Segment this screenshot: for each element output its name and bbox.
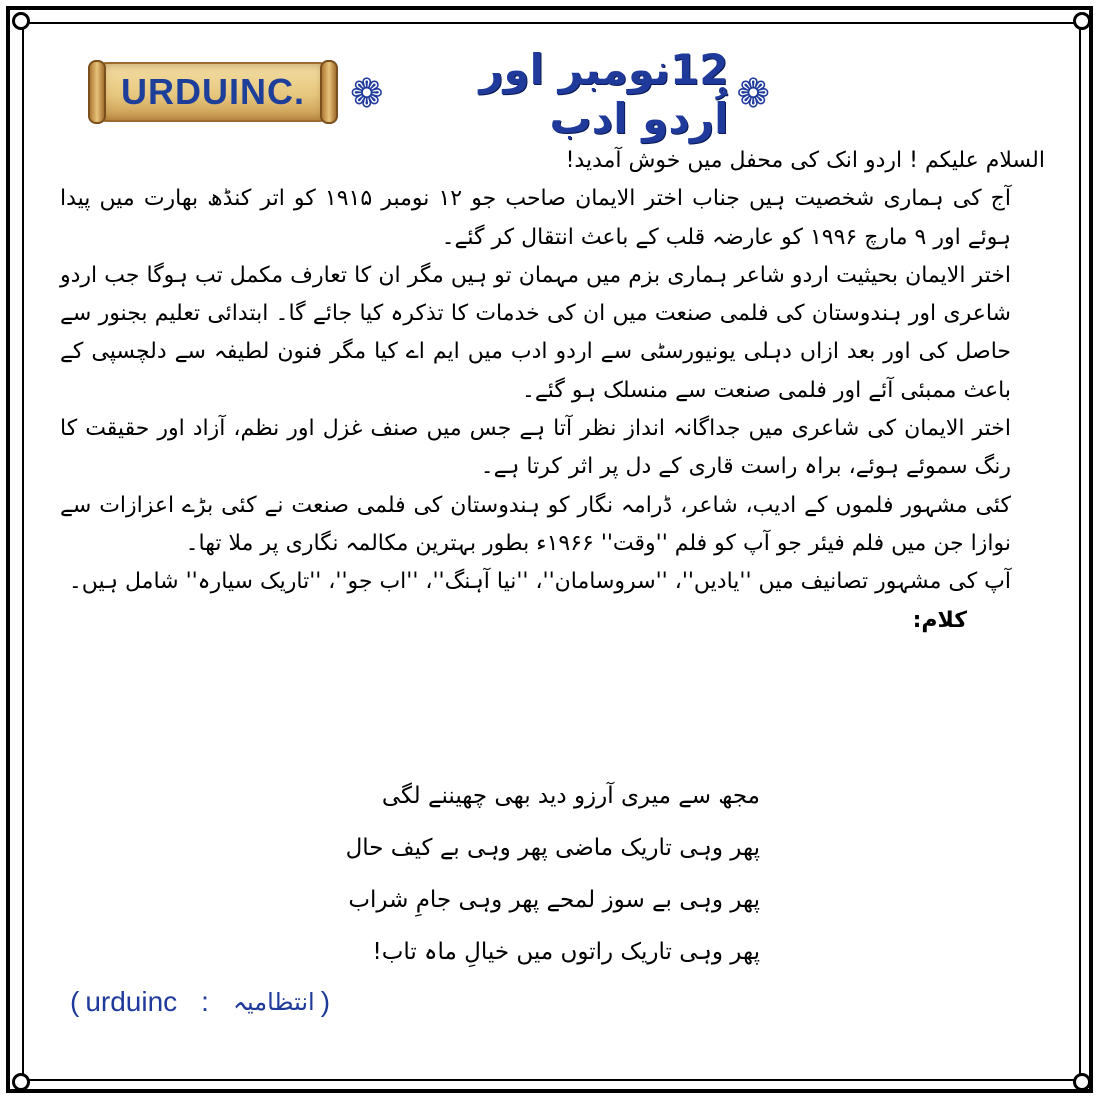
signature-label: انتظامیہ	[232, 988, 315, 1016]
poem-line: پھر وہی تاریک ماضی پھر وہی بے کیف حال	[345, 835, 760, 861]
signature-separator: :	[201, 986, 209, 1017]
kalam-label: کلام:	[912, 607, 967, 633]
signature-site: urduinc	[85, 986, 178, 1017]
works-paragraph: آپ کی مشہور تصانیف میں ''یادیں''، ''سروسامان''، ''نیا آہنگ''، ''اب جو''، ''تاریک سیارہ'' شامل ہیں۔	[68, 569, 1011, 595]
corner-ornament	[1073, 12, 1091, 30]
ornament-icon: ❁	[350, 71, 384, 117]
signature-open-paren: (	[70, 986, 80, 1017]
ornament-icon: ❁	[736, 71, 770, 117]
intro-paragraph: آج کی ہماری شخصیت ہیں جناب اختر الایمان صاحب جو ۱۲ نومبر ۱۹۱۵ کو اتر کنڈھ بھارت میں پیدا ہوئے اور ۹ مارچ ۱۹۹۶ کو عارضہ قلب کے باعث انتقال کر گئے۔	[60, 186, 1011, 250]
greeting-paragraph: السلام علیکم ! اردو انک کی محفل میں خوش آمدید!	[565, 148, 1045, 173]
poem-line: پھر وہی تاریک راتوں میں خیالِ ماہ تاب!	[372, 939, 760, 965]
corner-ornament	[12, 12, 30, 30]
urduinc-logo	[100, 62, 326, 122]
signature	[70, 982, 330, 1022]
page-title	[350, 45, 770, 143]
corner-ornament	[12, 1073, 30, 1091]
signature-close-paren: )	[320, 986, 331, 1017]
article-body	[60, 142, 1045, 640]
poem-line: پھر وہی بے سوز لمحے پھر وہی جامِ شراب	[348, 887, 760, 913]
logo-text: URDUINC.	[121, 71, 305, 112]
poem	[340, 770, 760, 978]
awards-paragraph: کئی مشہور فلموں کے ادیب، شاعر، ڈرامہ نگار کو ہندوستان کی فلمی صنعت نے کئی بڑے اعزازات سے نوازا جن میں فلم فیئر جو آپ کو فلم ''وقت'' ۱۹۶۶ء بطور بہترین مکالمہ نگاری پر ملا تھا۔	[60, 492, 1011, 556]
career-paragraph: اختر الایمان بحیثیت اردو شاعر ہماری بزم میں مہمان تو ہیں مگر ان کا تعارف مکمل تب ہوگا جب اردو شاعری اور ہندوستان کی فلمی صنعت میں ان کی خدمات کا تذکرہ کیا جائے گا۔ ابتدائی تعلیم بجنور سے حاصل کی اور بعد ازاں دہلی یونیورسٹی سے اردو ادب میں ایم اے کیا مگر فنون لطیفہ سے دلچسپی کے باعث ممبئی آئے اور فلمی صنعت سے منسلک ہو گئے۔	[60, 262, 1011, 403]
title-text: 12نومبر اور اُردو ادب	[479, 45, 729, 143]
poem-line: مجھ سے میری آرزو دید بھی چھیننے لگی	[381, 783, 760, 809]
corner-ornament	[1073, 1073, 1091, 1091]
poetry-paragraph: اختر الایمان کی شاعری میں جداگانہ انداز نظر آتا ہے جس میں صنف غزل اور نظم، آزاد اور حقیقت کا رنگ سموئے ہوئے، براہ راست قاری کے دل پر اثر کرتا ہے۔	[60, 416, 1011, 480]
